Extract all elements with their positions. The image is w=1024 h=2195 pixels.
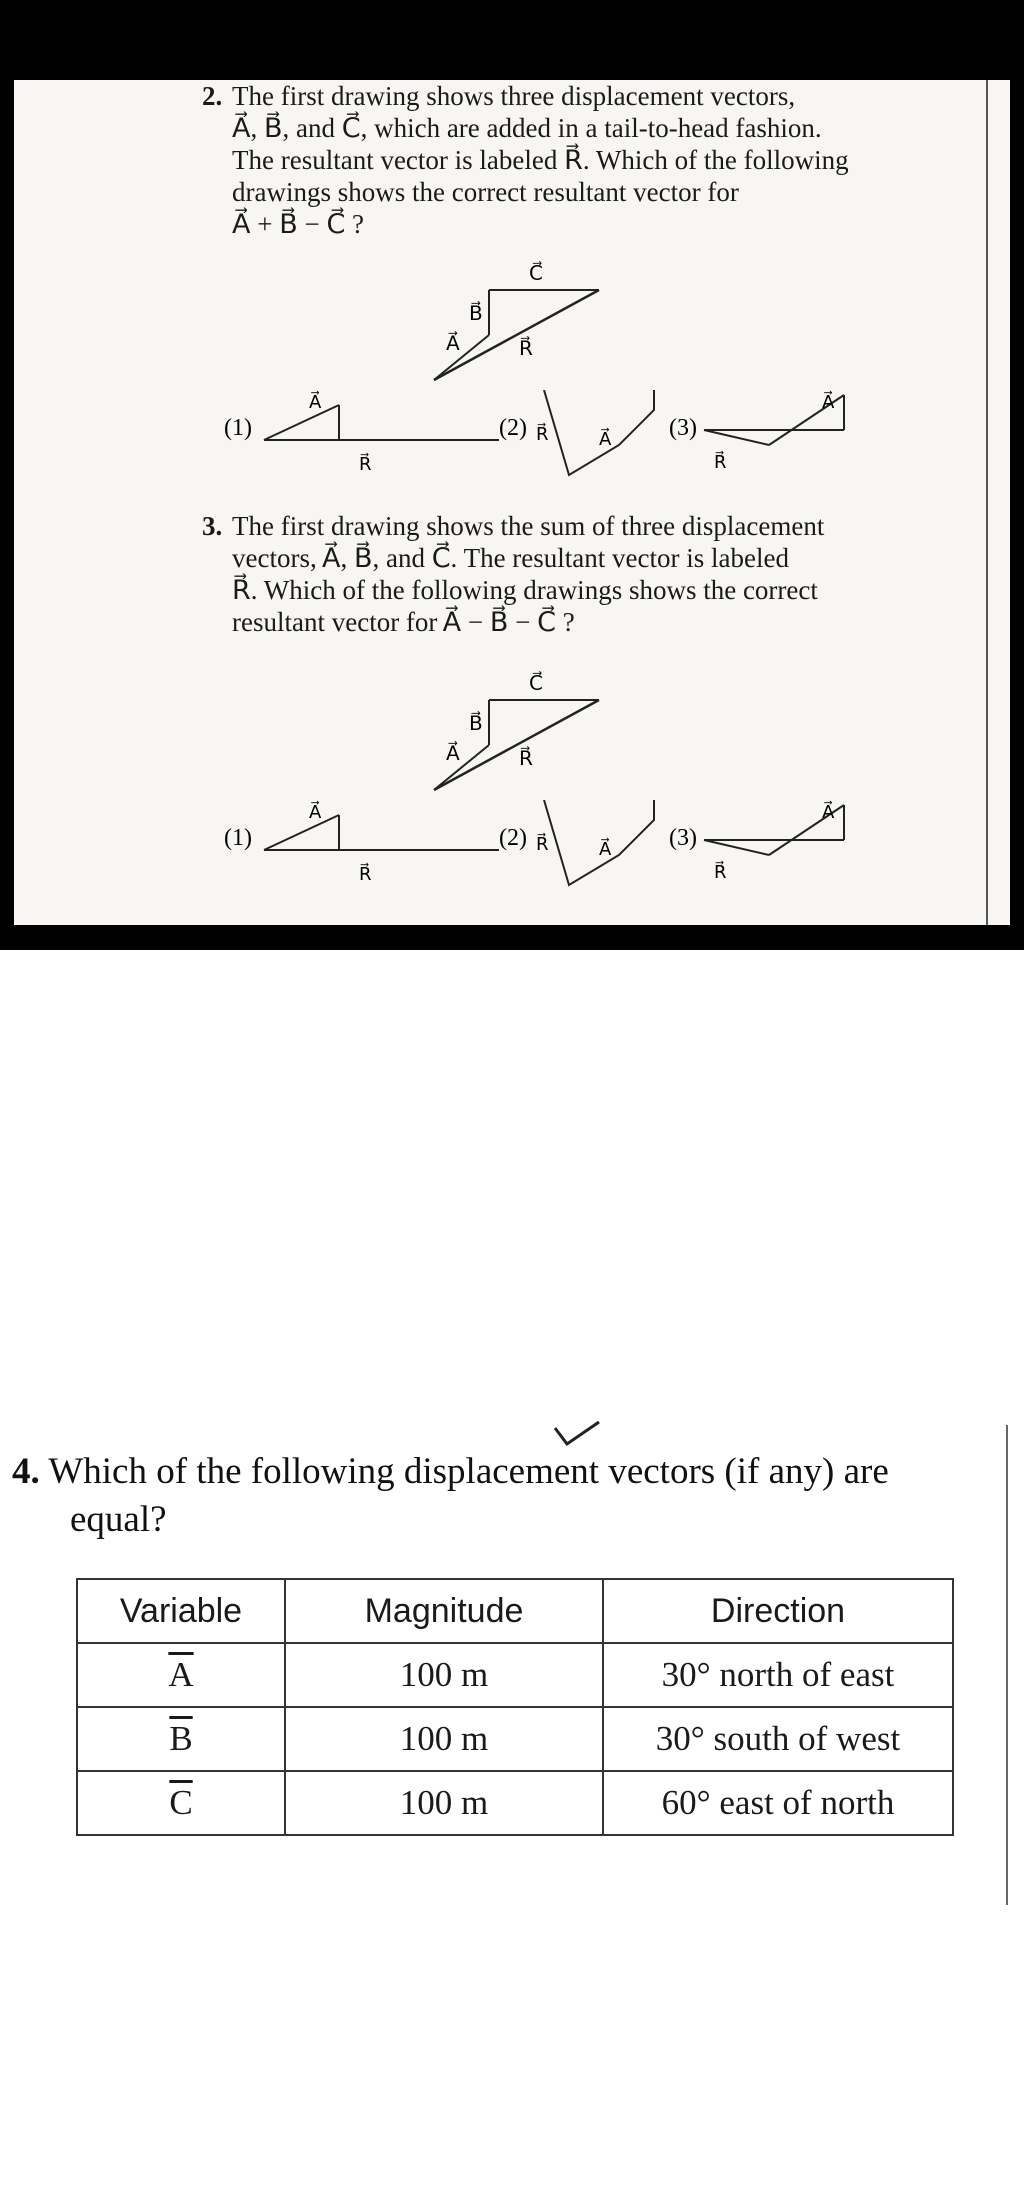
option-1-label: (1) [224, 825, 252, 851]
opt1-label-r: R⃗ [359, 454, 372, 474]
opt3-label-r: R⃗ [714, 452, 727, 472]
table-header-row [77, 1579, 953, 1643]
vector-a-arrow [434, 335, 489, 380]
cell-magnitude: 100 m [285, 1643, 603, 1707]
q2-line-3: The resultant vector is labeled R⃗. Which of the following [232, 145, 849, 175]
q3opt1-label-r: R⃗ [359, 864, 372, 884]
table-row [77, 1707, 953, 1771]
opt2-label-r: R⃗ [536, 424, 549, 444]
question-number: 4. [12, 1451, 40, 1492]
q4-line-2: equal? [70, 1499, 167, 1540]
q3opt1-a [264, 815, 339, 850]
page-edge-line [1006, 1425, 1008, 1905]
table-row [77, 1643, 953, 1707]
q3opt2-label-r: R⃗ [536, 834, 549, 854]
cell-direction: 30° north of east [603, 1643, 953, 1707]
question-3 [202, 510, 825, 638]
cell-magnitude: 100 m [285, 1707, 603, 1771]
q4-line-1: Which of the following displacement vectors (if any) are [48, 1451, 889, 1492]
q2-line-1: The first drawing shows three displacement vectors, [232, 81, 796, 111]
header-direction: Direction [603, 1579, 953, 1643]
question-number: 2. [202, 81, 223, 111]
opt1-label-a: A⃗ [309, 392, 322, 412]
option-1-label: (1) [224, 415, 252, 441]
cell-magnitude: 100 m [285, 1771, 603, 1835]
option-3-label: (3) [669, 825, 697, 851]
q2-line-2: A⃗, B⃗, and C⃗, which are added in a tail-to-head fashion. [232, 113, 822, 143]
q3-line-1: The first drawing shows the sum of three displacement [232, 511, 825, 541]
cell-variable: $\overline{B}$ [77, 1707, 285, 1771]
q3-line-3: R⃗. Which of the following drawings shows the correct [232, 575, 818, 605]
opt3-r [704, 430, 769, 445]
q3opt3-label-r: R⃗ [714, 862, 727, 882]
scanned-page-top [14, 80, 1010, 925]
question-2 [202, 80, 849, 240]
option-2-label: (2) [499, 415, 527, 441]
question-number: 3. [202, 511, 223, 541]
header-variable: Variable [77, 1579, 285, 1643]
q2-main-diagram [414, 240, 634, 390]
header-magnitude: Magnitude [285, 1579, 603, 1643]
q3opt3-label-a: A⃗ [822, 802, 835, 822]
q2-line-5: A⃗ + B⃗ − C⃗ ? [232, 209, 365, 239]
label-b: B⃗ [469, 713, 483, 735]
opt1-a [264, 405, 339, 440]
cell-direction: 60° east of north [603, 1771, 953, 1835]
option-2-label: (2) [499, 825, 527, 851]
opt2-label-a: A⃗ [599, 429, 612, 449]
q3opt2-label-a: A⃗ [599, 839, 612, 859]
q3-options [224, 800, 1004, 920]
q2-line-4: drawings shows the correct resultant vector for [232, 177, 739, 207]
cell-variable: $\overline{C}$ [77, 1771, 285, 1835]
label-a: A⃗ [446, 333, 460, 355]
q3opt3-r [704, 840, 769, 855]
question-4 [12, 1448, 889, 1544]
page-edge-line [986, 80, 988, 925]
q3-vector-a [434, 745, 489, 790]
opt3-label-a: A⃗ [822, 392, 835, 412]
q3-line-2: vectors, A⃗, B⃗, and C⃗. The resultant vector is labeled [232, 543, 789, 573]
label-r: R⃗ [519, 338, 533, 360]
label-b: B⃗ [469, 303, 483, 325]
cell-variable: $\overline{A}$ [77, 1643, 285, 1707]
checkmark-icon [553, 1420, 603, 1450]
label-r: R⃗ [519, 748, 533, 770]
scanned-page-bottom [0, 950, 1024, 2195]
label-c: C⃗ [529, 263, 543, 285]
q3-line-4: resultant vector for A⃗ − B⃗ − C⃗ ? [232, 607, 575, 637]
label-c: C⃗ [529, 673, 543, 695]
table-row [77, 1771, 953, 1835]
q3-main-diagram [414, 650, 634, 800]
q3opt1-label-a: A⃗ [309, 802, 322, 822]
q2-options [224, 390, 1004, 510]
vector-table [76, 1578, 954, 1836]
cell-direction: 30° south of west [603, 1707, 953, 1771]
option-3-label: (3) [669, 415, 697, 441]
label-a: A⃗ [446, 743, 460, 765]
